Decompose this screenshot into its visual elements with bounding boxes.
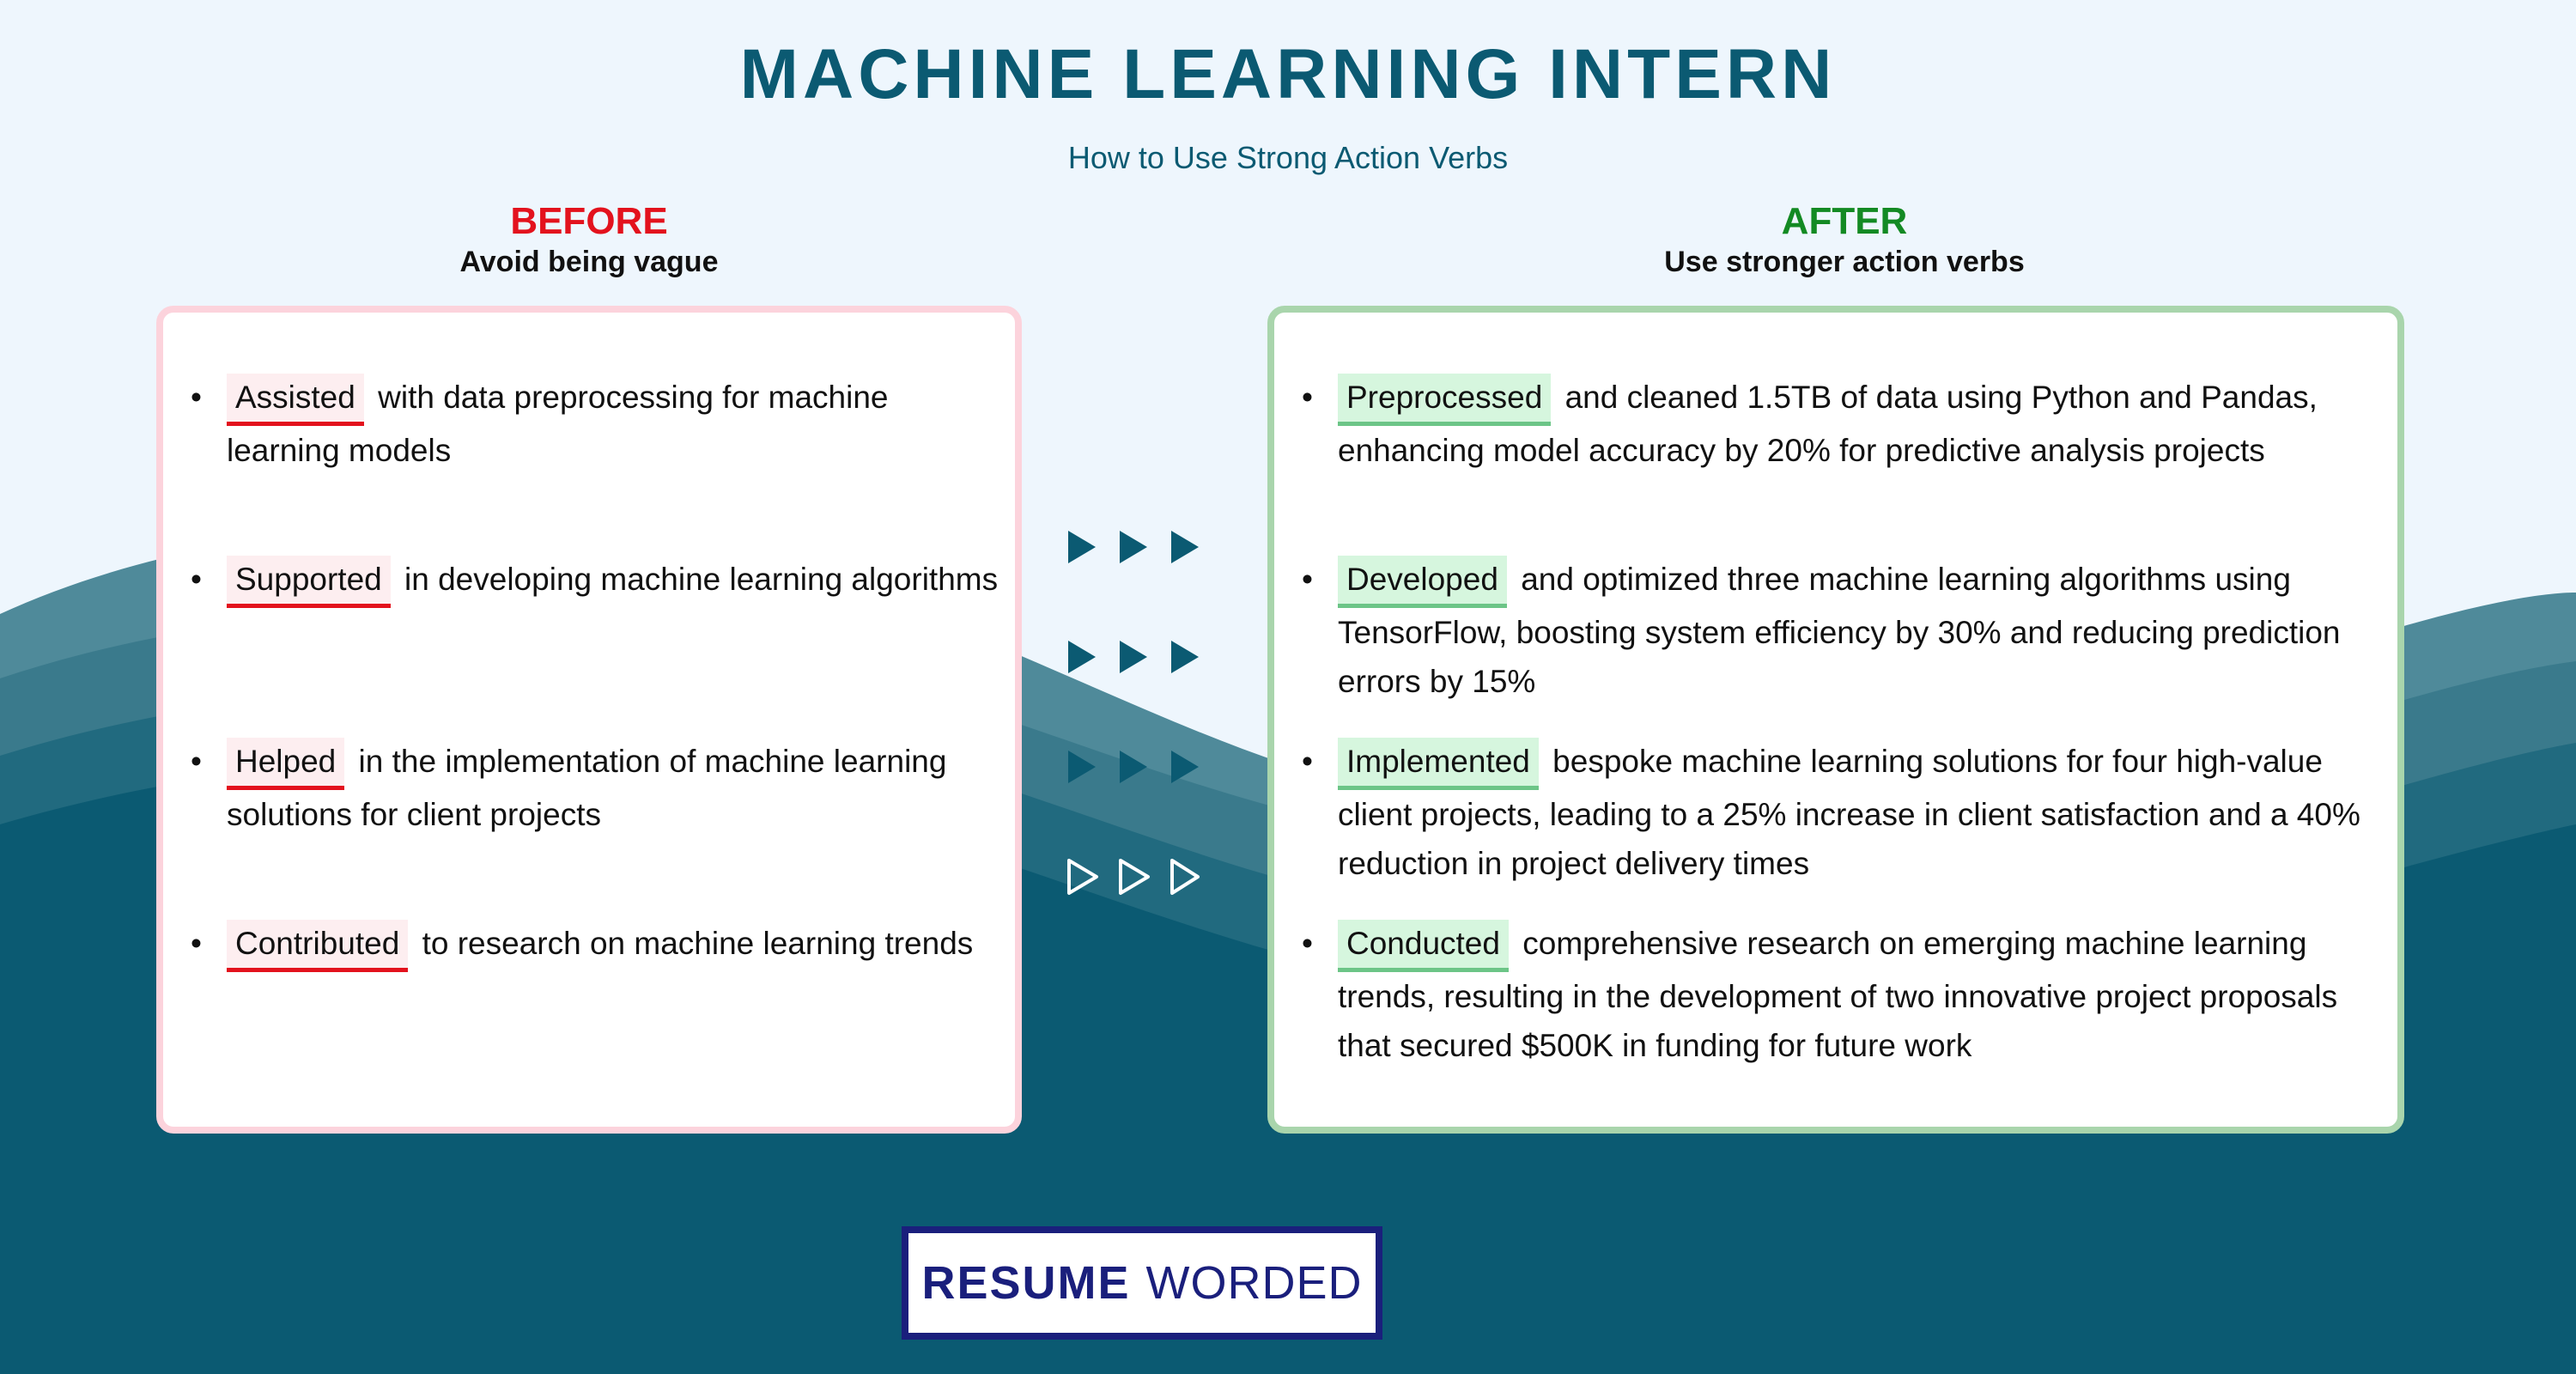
- strong-verb: Implemented: [1338, 738, 1539, 790]
- resume-worded-logo: [902, 1226, 1382, 1340]
- item-text: with data preprocessing for machine learning models: [227, 380, 889, 468]
- after-header: [1415, 201, 2274, 279]
- weak-verb: Contributed: [227, 920, 408, 972]
- bullet-dot-icon: •: [191, 926, 202, 961]
- weak-verb: Helped: [227, 738, 344, 790]
- after-item: [1302, 737, 2368, 888]
- strong-verb: Developed: [1338, 556, 1507, 608]
- item-text: to research on machine learning trends: [422, 926, 974, 961]
- before-heading: BEFORE: [510, 200, 668, 242]
- after-item: [1302, 555, 2368, 706]
- before-item: [191, 555, 999, 608]
- outline-triple-arrow-icon: [1065, 855, 1202, 898]
- bullet-dot-icon: •: [1302, 744, 1313, 779]
- strong-verb: Preprocessed: [1338, 374, 1551, 426]
- arrow-row: [1065, 635, 1202, 678]
- after-heading: AFTER: [1781, 200, 1908, 242]
- after-subheading: Use stronger action verbs: [1664, 246, 2025, 279]
- item-text: in developing machine learning algorithms: [404, 562, 999, 597]
- weak-verb: Supported: [227, 556, 391, 608]
- strong-verb: Conducted: [1338, 920, 1509, 972]
- item-text: in the implementation of machine learning solutions for client projects: [227, 744, 947, 832]
- logo-word-bold: RESUME: [921, 1257, 1131, 1309]
- triple-arrow-icon: [1065, 745, 1202, 788]
- before-item: [191, 737, 999, 839]
- bullet-dot-icon: •: [1302, 926, 1313, 961]
- item-text: bespoke machine learning solutions for four high-value client projects, leading to a 25% increase in client satisfaction and a 40% reduction in project delivery times: [1338, 744, 2360, 881]
- bullet-dot-icon: •: [1302, 380, 1313, 415]
- bullet-dot-icon: •: [191, 744, 202, 779]
- before-item: [191, 373, 999, 475]
- triple-arrow-icon: [1065, 635, 1202, 678]
- item-text: and cleaned 1.5TB of data using Python and Pandas, enhancing model accuracy by 20% for predictive analysis projects: [1338, 380, 2318, 468]
- after-panel: [1267, 306, 2404, 1134]
- item-text: and optimized three machine learning algorithms using TensorFlow, boosting system efficiency by 30% and reducing prediction errors by 15%: [1338, 562, 2341, 699]
- before-subheading: Avoid being vague: [459, 246, 719, 279]
- weak-verb: Assisted: [227, 374, 364, 426]
- bullet-dot-icon: •: [191, 380, 202, 415]
- bullet-dot-icon: •: [1302, 562, 1313, 597]
- arrow-row: [1065, 855, 1202, 898]
- before-item: [191, 919, 999, 972]
- before-panel: [156, 306, 1022, 1134]
- logo-word-regular: WORDED: [1145, 1257, 1363, 1309]
- bullet-dot-icon: •: [191, 562, 202, 597]
- after-item: [1302, 373, 2368, 475]
- page-title: MACHINE LEARNING INTERN: [739, 35, 1837, 113]
- after-item: [1302, 919, 2368, 1070]
- item-text: comprehensive research on emerging machine learning trends, resulting in the development of two innovative project proposals that secured $500K in funding for future work: [1338, 926, 2338, 1063]
- triple-arrow-icon: [1065, 526, 1202, 568]
- before-header: [160, 201, 1018, 279]
- arrow-row: [1065, 526, 1202, 568]
- arrow-row: [1065, 745, 1202, 788]
- page-subtitle: How to Use Strong Action Verbs: [1067, 140, 1509, 175]
